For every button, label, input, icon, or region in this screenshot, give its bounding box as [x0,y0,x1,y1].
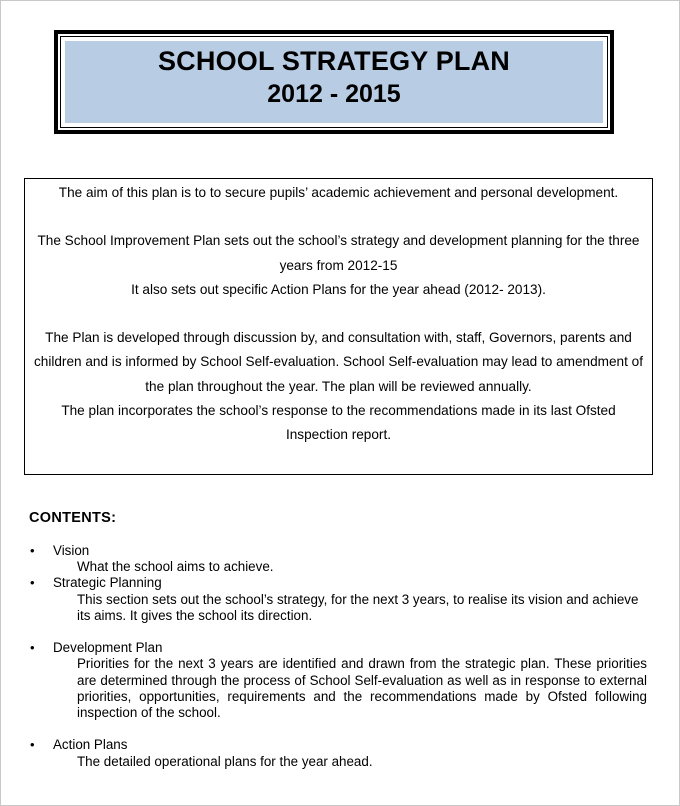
title-fill [65,41,603,123]
item-label: Vision [53,543,90,558]
document-title: SCHOOL STRATEGY PLAN [157,46,511,76]
spacer [29,302,648,326]
intro-box [24,178,653,475]
spacer [1,721,680,737]
bullet-icon: • [30,575,35,591]
item-description: This section sets out the school’s strategy, for the next 3 years, to realise its vision and achieve its aims. It gives the school its direction. [77,591,639,623]
bullet-icon: • [30,640,35,656]
contents-item-strategic-planning [1,575,680,624]
contents-heading: CONTENTS: [29,510,117,526]
document-years: 2012 - 2015 [267,80,401,108]
bullet-icon: • [30,737,35,753]
intro-aim: The aim of this plan is to to secure pupils’ academic achievement and personal development. [58,185,619,200]
spacer [1,624,680,640]
title-banner [54,30,614,134]
intro-ofsted: The plan incorporates the school’s response to the recommendations made in its last Ofsted Inspection report. [61,402,616,442]
intro-text [29,181,648,447]
contents-item-development-plan [1,640,680,721]
title-inner-border [60,36,608,128]
item-description: Priorities for the next 3 years are identified and drawn from the strategic plan. These priorities are determined through the process of School Self-evaluation as well as in response to external priorities, opportunities, requirements and the recommendations made by Ofsted following inspection of the school. [77,656,647,721]
intro-improvement-plan: The School Improvement Plan sets out the school’s strategy and development planning for the three years from 2012-15 [37,233,640,273]
spacer [29,205,648,229]
item-description: The detailed operational plans for the year ahead. [77,753,373,769]
item-label: Strategic Planning [53,575,162,591]
item-label: Development Plan [53,640,163,656]
contents-item-action-plans [1,737,680,769]
intro-consultation: The Plan is developed through discussion by, and consultation with, staff, Governors, parents and children and is informed by School Self-evaluation. School Self-evaluation may lead to amendment of the plan throughout the year. The plan will be reviewed annually. [33,330,644,394]
bullet-icon: • [30,543,35,558]
contents-item-vision [1,543,680,575]
item-description: What the school aims to achieve. [77,559,274,575]
item-label: Action Plans [53,737,128,753]
contents-list [1,543,680,770]
intro-action-plans: It also sets out specific Action Plans for the year ahead (2012- 2013). [131,281,546,297]
